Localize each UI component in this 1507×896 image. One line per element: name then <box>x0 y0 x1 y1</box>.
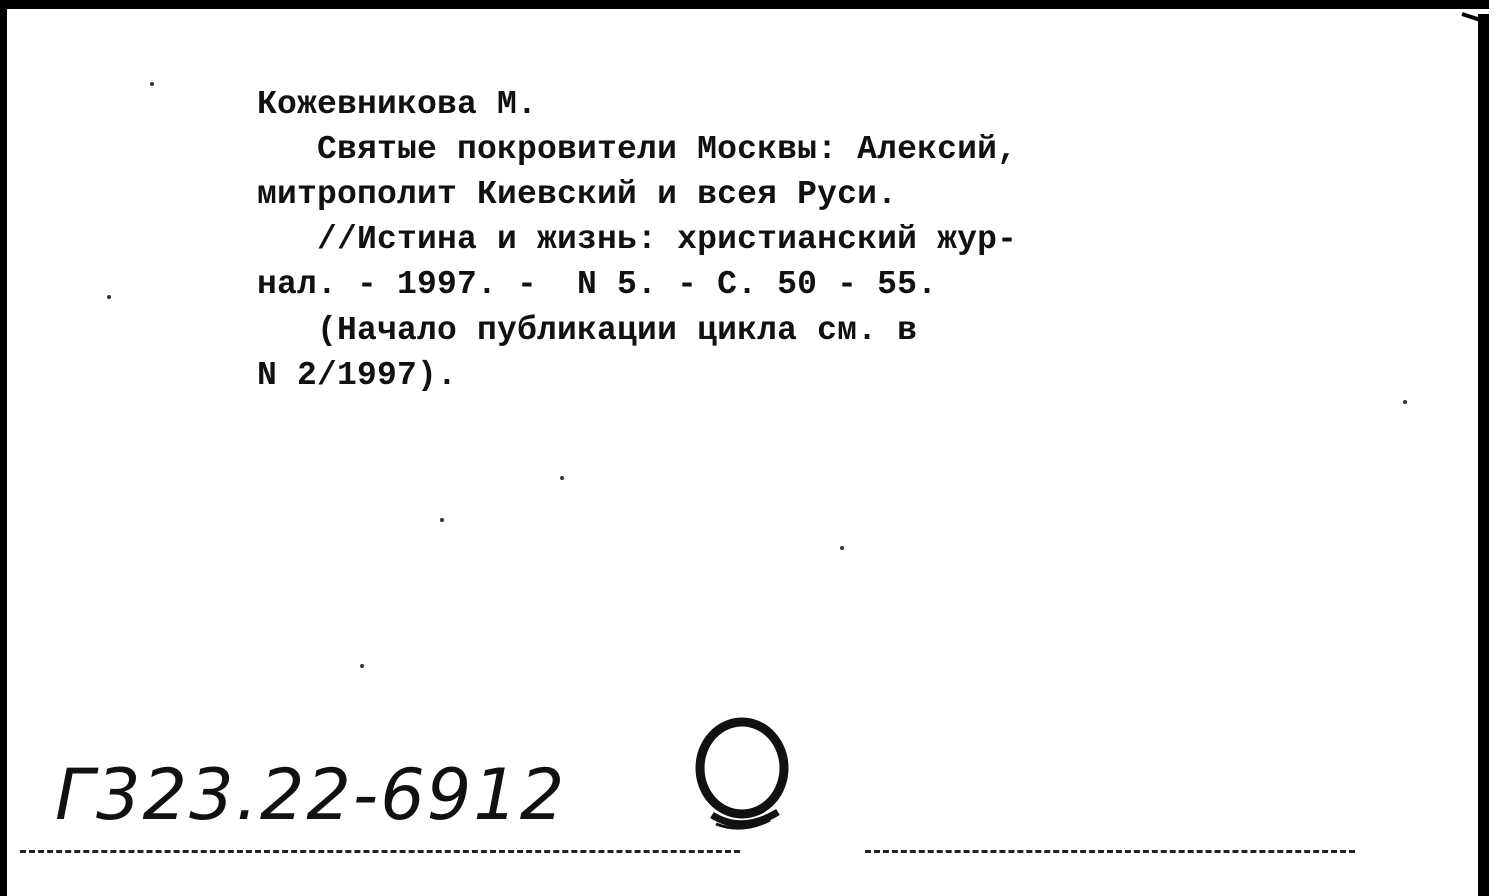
note-line-1: (Начало публикации цикла см. в <box>257 312 918 349</box>
card-top-border <box>0 0 1507 9</box>
speck <box>1403 400 1407 404</box>
speck <box>360 664 364 668</box>
card-right-border <box>1478 14 1489 896</box>
speck <box>150 82 154 86</box>
bottom-dashed-rule-right <box>865 850 1355 853</box>
speck <box>440 518 444 522</box>
bottom-dashed-rule-left <box>20 850 740 853</box>
circle-stamp-icon <box>690 712 800 842</box>
title-line-1: Святые покровители Москвы: Алексий, <box>257 131 1018 168</box>
speck <box>560 476 564 480</box>
card-right-margin <box>1489 0 1507 896</box>
speck <box>107 295 111 299</box>
speck <box>840 546 844 550</box>
source-line-1: //Истина и жизнь: христианский жур- <box>257 221 1018 258</box>
card-left-border <box>0 0 7 896</box>
note-line-2: N 2/1997). <box>257 357 458 394</box>
author-line: Кожевникова М. <box>257 86 538 123</box>
shelf-mark: Г323.22-6912 <box>55 754 567 836</box>
title-line-2: митрополит Киевский и всея Руси. <box>257 176 898 213</box>
source-line-2: нал. - 1997. - N 5. - С. 50 - 55. <box>257 266 938 303</box>
